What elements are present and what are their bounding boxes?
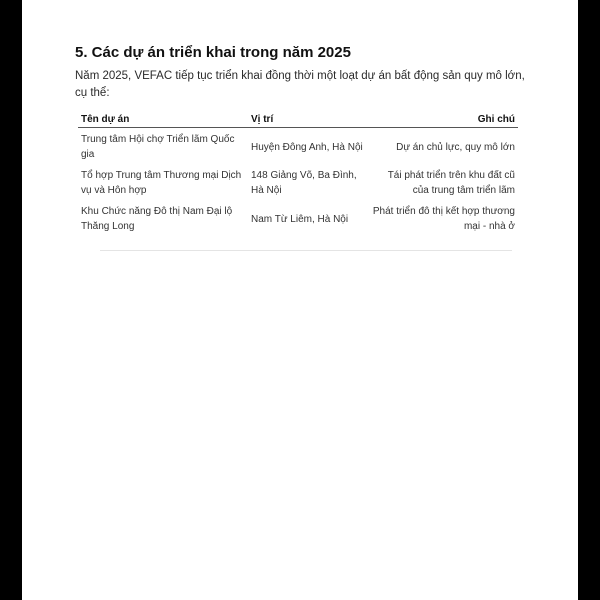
table-header-row xyxy=(78,111,518,128)
table-row xyxy=(78,164,518,200)
cell-location: 148 Giảng Võ, Ba Đình, Hà Nội xyxy=(251,170,357,196)
cell-note: Phát triển đô thị kết hợp thương mại - nhà ở xyxy=(372,206,515,232)
table-row xyxy=(78,200,518,236)
cell-project-name: Tổ hợp Trung tâm Thương mại Dịch vụ và Hôn hợp xyxy=(81,170,242,196)
cell-note: Tái phát triển trên khu đất cũ của trung tâm triển lãm xyxy=(387,170,515,196)
section-divider xyxy=(100,250,512,251)
section-intro: Năm 2025, VEFAC tiếp tục triển khai đồng thời một loạt dự án bất động sản quy mô lớn, cụ thể: xyxy=(75,70,525,99)
cell-location: Huyện Đông Anh, Hà Nội xyxy=(251,141,363,153)
header-location: Vị trí xyxy=(248,111,368,128)
table-row xyxy=(78,128,518,165)
projects-table xyxy=(78,111,518,236)
section-title: 5. Các dự án triển khai trong năm 2025 xyxy=(75,44,351,61)
document-page xyxy=(22,0,578,600)
cell-note: Dự án chủ lực, quy mô lớn xyxy=(396,141,515,153)
section-content xyxy=(75,44,537,236)
cell-project-name: Trung tâm Hội chợ Triển lãm Quốc gia xyxy=(81,134,235,160)
cell-location: Nam Từ Liêm, Hà Nội xyxy=(251,213,349,225)
header-project-name: Tên dự án xyxy=(78,111,248,128)
cell-project-name: Khu Chức năng Đô thị Nam Đại lộ Thăng Long xyxy=(81,206,233,232)
header-note: Ghi chú xyxy=(368,111,518,128)
